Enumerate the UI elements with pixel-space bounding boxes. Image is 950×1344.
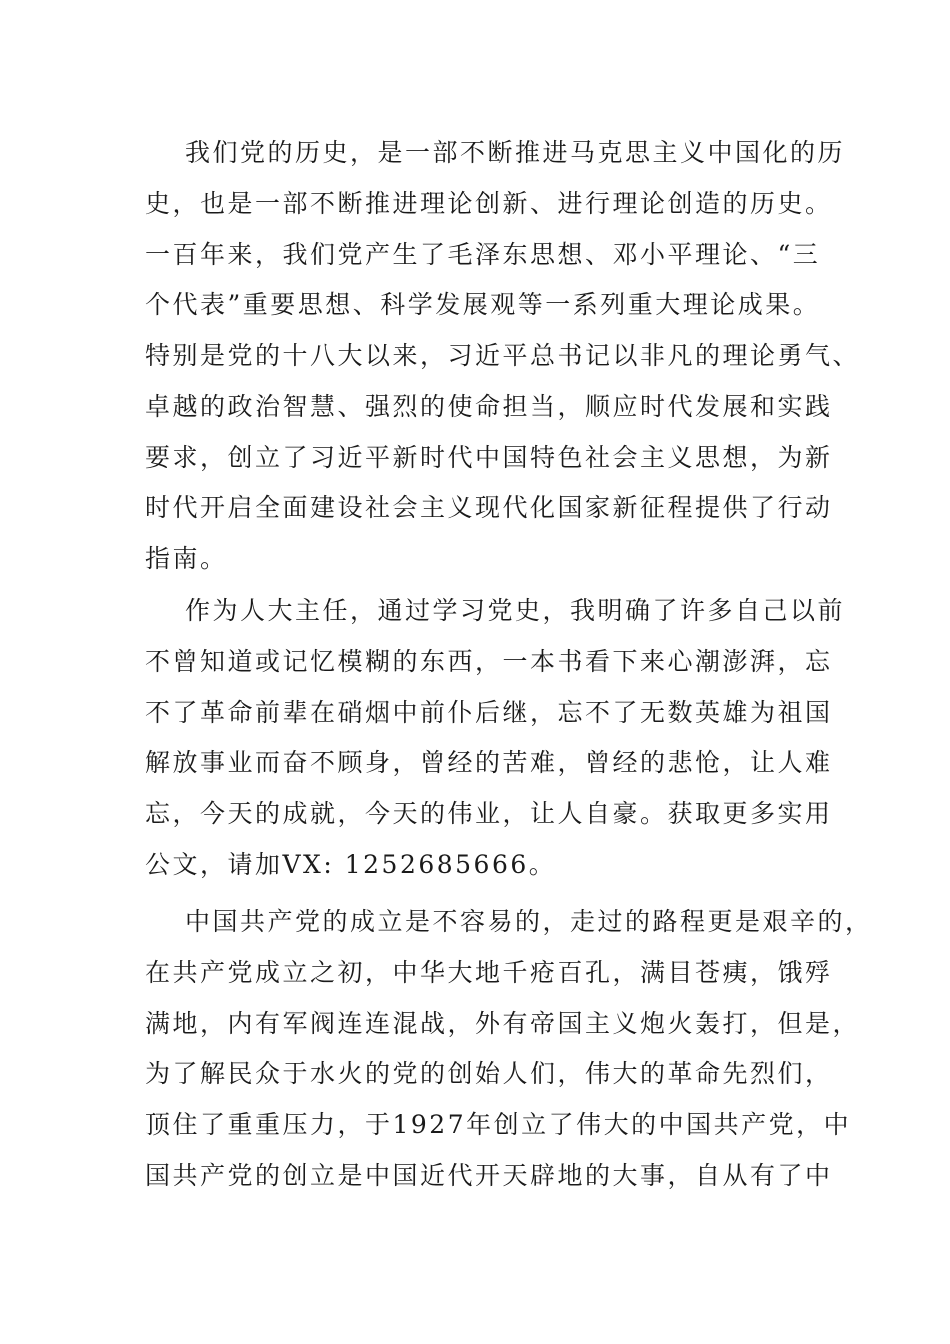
text-line: 卓越的政治智慧、强烈的使命担当，顺应时代发展和实践: [145, 392, 833, 421]
text-line: 公文，请加VX: 1252685666。: [145, 850, 557, 879]
text-line: 国共产党的创立是中国近代开天辟地的大事，自从有了中: [145, 1161, 833, 1190]
text-line: 个代表”重要思想、科学发展观等一系列重大理论成果。: [145, 290, 821, 319]
text-line: 为了解民众于水火的党的创始人们，伟大的革命先烈们，: [145, 1059, 833, 1088]
text-line: 史，也是一部不断推进理论创新、进行理论创造的历史。: [145, 189, 833, 218]
text-line: 作为人大主任，通过学习党史，我明确了许多自己以前: [185, 596, 846, 625]
text-line: 我们党的历史，是一部不断推进马克思主义中国化的历: [185, 138, 846, 167]
text-line: 满地，内有军阀连连混战，外有帝国主义炮火轰打，但是，: [145, 1009, 861, 1038]
text-line: 时代开启全面建设社会主义现代化国家新征程提供了行动: [145, 493, 833, 522]
text-line: 忘，今天的成就，今天的伟业，让人自豪。获取更多实用: [145, 799, 833, 828]
text-line: 不曾知道或记忆模糊的东西，一本书看下来心潮澎湃，忘: [145, 647, 833, 676]
text-line: 在共产党成立之初，中华大地千疮百孔，满目苍痍，饿殍: [145, 958, 833, 987]
text-line: 指南。: [145, 544, 228, 573]
text-line: 一百年来，我们党产生了毛泽东思想、邓小平理论、“三: [145, 240, 821, 269]
text-line: 中国共产党的成立是不容易的，走过的路程更是艰辛的，: [185, 907, 873, 936]
text-line: 顶住了重重压力，于1927年创立了伟大的中国共产党，中: [145, 1110, 852, 1139]
text-line: 特别是党的十八大以来，习近平总书记以非凡的理论勇气、: [145, 341, 861, 370]
text-line: 不了革命前辈在硝烟中前仆后继，忘不了无数英雄为祖国: [145, 698, 833, 727]
text-line: 解放事业而奋不顾身，曾经的苦难，曾经的悲怆，让人难: [145, 748, 833, 777]
text-line: 要求，创立了习近平新时代中国特色社会主义思想，为新: [145, 443, 833, 472]
